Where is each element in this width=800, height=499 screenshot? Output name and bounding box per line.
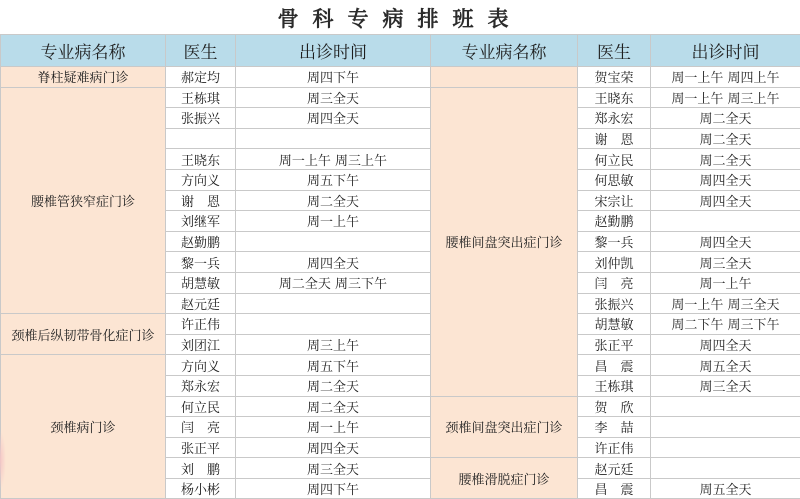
doctor-cell-right: 昌 震 [578, 355, 651, 376]
doctor-cell-right: 赵勤鹏 [578, 211, 651, 232]
time-cell-left: 周四全天 [236, 108, 431, 129]
time-cell-right: 周五全天 [651, 478, 800, 499]
time-cell-right: 周四全天 [651, 231, 800, 252]
doctor-cell-right: 许正伟 [578, 437, 651, 458]
time-cell-left: 周三全天 [236, 87, 431, 108]
time-cell-right: 周二全天 [651, 149, 800, 170]
specialty-cell-right [431, 67, 578, 88]
doctor-cell-left: 郝定均 [166, 67, 236, 88]
doctor-cell-left: 刘团江 [166, 334, 236, 355]
time-cell-right: 周三全天 [651, 375, 800, 396]
decorative-edge [0, 430, 6, 490]
time-cell-left [236, 314, 431, 335]
doctor-cell-right: 贺宝荣 [578, 67, 651, 88]
doctor-cell-left: 刘继军 [166, 211, 236, 232]
header-doctor-left: 医生 [166, 35, 236, 67]
doctor-cell-right: 郑永宏 [578, 108, 651, 129]
time-cell-left: 周四全天 [236, 252, 431, 273]
doctor-cell-left: 王栋琪 [166, 87, 236, 108]
doctor-cell-left [166, 128, 236, 149]
header-specialty-right: 专业病名称 [431, 35, 578, 67]
header-row [1, 35, 800, 67]
table-row [1, 67, 800, 88]
table-row [1, 314, 800, 335]
specialty-cell-right: 颈椎间盘突出症门诊 [431, 396, 578, 458]
doctor-cell-left: 黎一兵 [166, 252, 236, 273]
doctor-cell-left: 赵勤鹏 [166, 231, 236, 252]
doctor-cell-right: 李 喆 [578, 417, 651, 438]
header-specialty-left: 专业病名称 [1, 35, 166, 67]
specialty-cell-left: 颈椎病门诊 [1, 355, 166, 499]
specialty-cell-left: 颈椎后纵韧带骨化症门诊 [1, 314, 166, 355]
doctor-cell-right: 赵元廷 [578, 458, 651, 479]
header-doctor-right: 医生 [578, 35, 651, 67]
doctor-cell-right: 闫 亮 [578, 272, 651, 293]
time-cell-right [651, 417, 800, 438]
doctor-cell-right: 宋宗让 [578, 190, 651, 211]
header-time-left: 出诊时间 [236, 35, 431, 67]
time-cell-right [651, 437, 800, 458]
table-row [1, 355, 800, 376]
doctor-cell-left: 许正伟 [166, 314, 236, 335]
doctor-cell-left: 胡慧敏 [166, 272, 236, 293]
time-cell-right: 周四全天 [651, 169, 800, 190]
doctor-cell-right: 胡慧敏 [578, 314, 651, 335]
doctor-cell-left: 方向义 [166, 355, 236, 376]
time-cell-left: 周二全天 [236, 375, 431, 396]
doctor-cell-left: 方向义 [166, 169, 236, 190]
time-cell-right: 周一上午 [651, 272, 800, 293]
time-cell-left [236, 293, 431, 314]
doctor-cell-right: 谢 恩 [578, 128, 651, 149]
doctor-cell-right: 黎一兵 [578, 231, 651, 252]
time-cell-left: 周五下午 [236, 355, 431, 376]
time-cell-left: 周二全天 [236, 190, 431, 211]
time-cell-right: 周一上午 周三全天 [651, 293, 800, 314]
doctor-cell-left: 张正平 [166, 437, 236, 458]
specialty-cell-right: 腰椎滑脱症门诊 [431, 458, 578, 499]
specialty-cell-left: 脊柱疑难病门诊 [1, 67, 166, 88]
time-cell-right [651, 458, 800, 479]
doctor-cell-right: 张正平 [578, 334, 651, 355]
doctor-cell-left: 王晓东 [166, 149, 236, 170]
time-cell-right: 周二全天 [651, 128, 800, 149]
doctor-cell-right: 王栋琪 [578, 375, 651, 396]
doctor-cell-left: 刘 鹏 [166, 458, 236, 479]
time-cell-left: 周三上午 [236, 334, 431, 355]
doctor-cell-right: 贺 欣 [578, 396, 651, 417]
specialty-cell-left: 腰椎管狭窄症门诊 [1, 87, 166, 314]
time-cell-left: 周二全天 [236, 396, 431, 417]
doctor-cell-left: 杨小彬 [166, 478, 236, 499]
time-cell-right [651, 211, 800, 232]
doctor-cell-left: 赵元廷 [166, 293, 236, 314]
doctor-cell-left: 闫 亮 [166, 417, 236, 438]
doctor-cell-left: 谢 恩 [166, 190, 236, 211]
time-cell-right [651, 396, 800, 417]
time-cell-left: 周四全天 [236, 437, 431, 458]
doctor-cell-right: 昌 震 [578, 478, 651, 499]
time-cell-right: 周五全天 [651, 355, 800, 376]
doctor-cell-right: 何立民 [578, 149, 651, 170]
schedule-table [0, 34, 800, 499]
doctor-cell-left: 张振兴 [166, 108, 236, 129]
time-cell-right: 周四全天 [651, 334, 800, 355]
time-cell-left: 周五下午 [236, 169, 431, 190]
time-cell-left: 周一上午 周三上午 [236, 149, 431, 170]
header-time-right: 出诊时间 [651, 35, 800, 67]
table-row [1, 87, 800, 108]
doctor-cell-right: 刘仲凯 [578, 252, 651, 273]
time-cell-left: 周一上午 [236, 417, 431, 438]
time-cell-left [236, 128, 431, 149]
time-cell-left: 周四下午 [236, 478, 431, 499]
time-cell-left: 周二全天 周三下午 [236, 272, 431, 293]
doctor-cell-right: 王晓东 [578, 87, 651, 108]
doctor-cell-left: 郑永宏 [166, 375, 236, 396]
time-cell-left: 周三全天 [236, 458, 431, 479]
time-cell-right: 周二全天 [651, 108, 800, 129]
time-cell-right: 周一上午 周四上午 [651, 67, 800, 88]
time-cell-right: 周四全天 [651, 190, 800, 211]
time-cell-left: 周一上午 [236, 211, 431, 232]
doctor-cell-left: 何立民 [166, 396, 236, 417]
doctor-cell-right: 何思敏 [578, 169, 651, 190]
doctor-cell-right: 张振兴 [578, 293, 651, 314]
time-cell-left: 周四下午 [236, 67, 431, 88]
time-cell-right: 周二下午 周三下午 [651, 314, 800, 335]
time-cell-right: 周一上午 周三上午 [651, 87, 800, 108]
time-cell-left [236, 231, 431, 252]
page-title: 骨科专病排班表 [0, 0, 800, 34]
specialty-cell-right: 腰椎间盘突出症门诊 [431, 87, 578, 396]
time-cell-right: 周三全天 [651, 252, 800, 273]
